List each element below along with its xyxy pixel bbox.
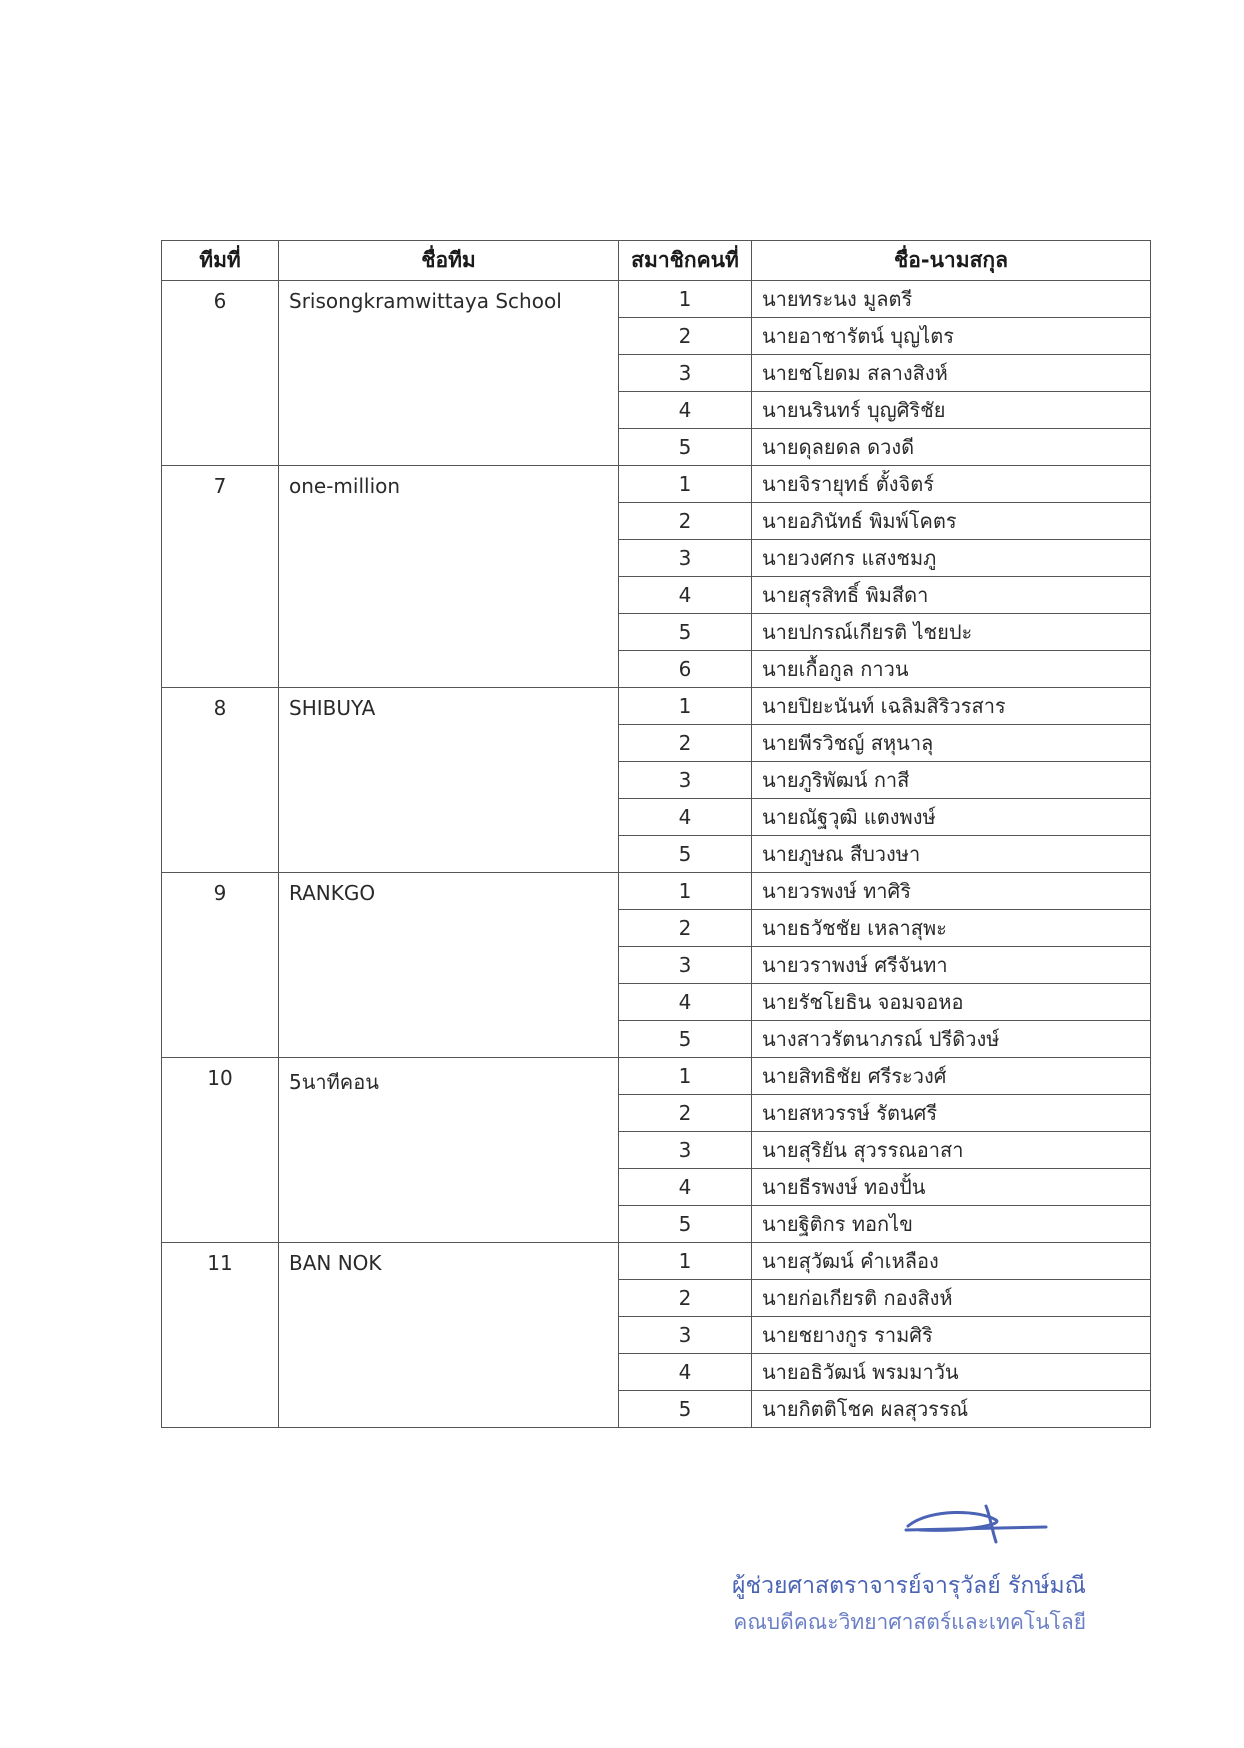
member-number: 3	[619, 947, 752, 984]
member-number: 1	[619, 873, 752, 910]
table-row	[162, 1058, 1151, 1095]
table-row	[162, 873, 1151, 910]
member-number: 3	[619, 762, 752, 799]
member-name: นายธีรพงษ์ ทองปั้น	[752, 1169, 1151, 1206]
member-name: นายสุวัฒน์ คำเหลือง	[752, 1243, 1151, 1280]
member-number: 3	[619, 1317, 752, 1354]
table-body	[162, 281, 1151, 1428]
member-number: 4	[619, 577, 752, 614]
team-name: SHIBUYA	[279, 688, 619, 873]
member-name: นายปิยะนันท์ เฉลิมสิริวรสาร	[752, 688, 1151, 725]
member-number: 4	[619, 1354, 752, 1391]
member-name: นายชยางกูร รามศิริ	[752, 1317, 1151, 1354]
member-number: 2	[619, 725, 752, 762]
member-number: 2	[619, 1095, 752, 1132]
member-name: นายจิรายุทธ์ ตั้งจิตร์	[752, 466, 1151, 503]
member-name: นายกิตติโชค ผลสุวรรณ์	[752, 1391, 1151, 1428]
signature-mark	[900, 1500, 1050, 1544]
member-name: นายสหวรรษ์ รัตนศรี	[752, 1095, 1151, 1132]
table-row	[162, 1243, 1151, 1280]
member-name: นายภูษณ สืบวงษา	[752, 836, 1151, 873]
team-roster-table	[161, 240, 1151, 1428]
member-name: นายสุริยัน สุวรรณอาสา	[752, 1132, 1151, 1169]
team-number: 10	[162, 1058, 279, 1243]
team-name: BAN NOK	[279, 1243, 619, 1428]
member-number: 5	[619, 1391, 752, 1428]
header-team-no: ทีมที่	[162, 241, 279, 281]
member-name: นายณัฐวุฒิ แตงพงษ์	[752, 799, 1151, 836]
member-name: นายสุรสิทธิ์ พิมสีดา	[752, 577, 1151, 614]
table-row	[162, 281, 1151, 318]
team-name: Srisongkramwittaya School	[279, 281, 619, 466]
table-row	[162, 688, 1151, 725]
member-number: 3	[619, 355, 752, 392]
member-number: 5	[619, 836, 752, 873]
member-name: นายพีรวิชญ์ สหุนาลุ	[752, 725, 1151, 762]
member-name: นายวรพงษ์ ทาศิริ	[752, 873, 1151, 910]
member-number: 2	[619, 318, 752, 355]
signer-title: คณบดีคณะวิทยาศาสตร์และเทคโนโลยี	[733, 1610, 1086, 1634]
member-number: 3	[619, 540, 752, 577]
member-number: 1	[619, 281, 752, 318]
table-header-row	[162, 241, 1151, 281]
member-name: นายอาชารัตน์ บุญไตร	[752, 318, 1151, 355]
member-name: นายสิทธิชัย ศรีระวงศ์	[752, 1058, 1151, 1095]
team-name: 5นาทีคอน	[279, 1058, 619, 1243]
member-number: 2	[619, 910, 752, 947]
header-member-name: ชื่อ-นามสกุล	[752, 241, 1151, 281]
member-number: 6	[619, 651, 752, 688]
header-team-name: ชื่อทีม	[279, 241, 619, 281]
team-number: 11	[162, 1243, 279, 1428]
team-number: 7	[162, 466, 279, 688]
member-name: นายภูริพัฒน์ กาสี	[752, 762, 1151, 799]
table-row	[162, 466, 1151, 503]
team-name: one-million	[279, 466, 619, 688]
member-number: 1	[619, 1243, 752, 1280]
team-number: 6	[162, 281, 279, 466]
member-name: นายปกรณ์เกียรติ ไชยปะ	[752, 614, 1151, 651]
member-name: นายชโยดม สลางสิงห์	[752, 355, 1151, 392]
member-number: 5	[619, 1021, 752, 1058]
team-name: RANKGO	[279, 873, 619, 1058]
member-name: นายอธิวัฒน์ พรมมาวัน	[752, 1354, 1151, 1391]
member-name: นายดุลยดล ดวงดี	[752, 429, 1151, 466]
header-member-no: สมาชิกคนที่	[619, 241, 752, 281]
team-number: 9	[162, 873, 279, 1058]
member-number: 1	[619, 1058, 752, 1095]
member-number: 4	[619, 1169, 752, 1206]
member-name: นายธวัชชัย เหลาสุพะ	[752, 910, 1151, 947]
member-number: 4	[619, 984, 752, 1021]
member-name: นายรัชโยธิน จอมจอหอ	[752, 984, 1151, 1021]
member-name: นายนรินทร์ บุญศิริชัย	[752, 392, 1151, 429]
member-number: 1	[619, 688, 752, 725]
member-number: 5	[619, 614, 752, 651]
member-number: 4	[619, 392, 752, 429]
member-name: นายวงศกร แสงชมภู	[752, 540, 1151, 577]
member-number: 3	[619, 1132, 752, 1169]
member-number: 1	[619, 466, 752, 503]
member-number: 5	[619, 1206, 752, 1243]
member-name: นายเกื้อกูล กาวน	[752, 651, 1151, 688]
member-number: 2	[619, 1280, 752, 1317]
member-number: 2	[619, 503, 752, 540]
member-name: นางสาวรัตนาภรณ์ ปรีดิวงษ์	[752, 1021, 1151, 1058]
member-number: 4	[619, 799, 752, 836]
member-number: 5	[619, 429, 752, 466]
member-name: นายก่อเกียรติ กองสิงห์	[752, 1280, 1151, 1317]
member-name: นายฐิติกร ทอกไข	[752, 1206, 1151, 1243]
team-number: 8	[162, 688, 279, 873]
member-name: นายวราพงษ์ ศรีจันทา	[752, 947, 1151, 984]
member-name: นายอภินัทธ์ พิมพ์โคตร	[752, 503, 1151, 540]
member-name: นายทระนง มูลตรี	[752, 281, 1151, 318]
signer-name: ผู้ช่วยศาสตราจารย์จารุวัลย์ รักษ์มณี	[732, 1573, 1086, 1599]
